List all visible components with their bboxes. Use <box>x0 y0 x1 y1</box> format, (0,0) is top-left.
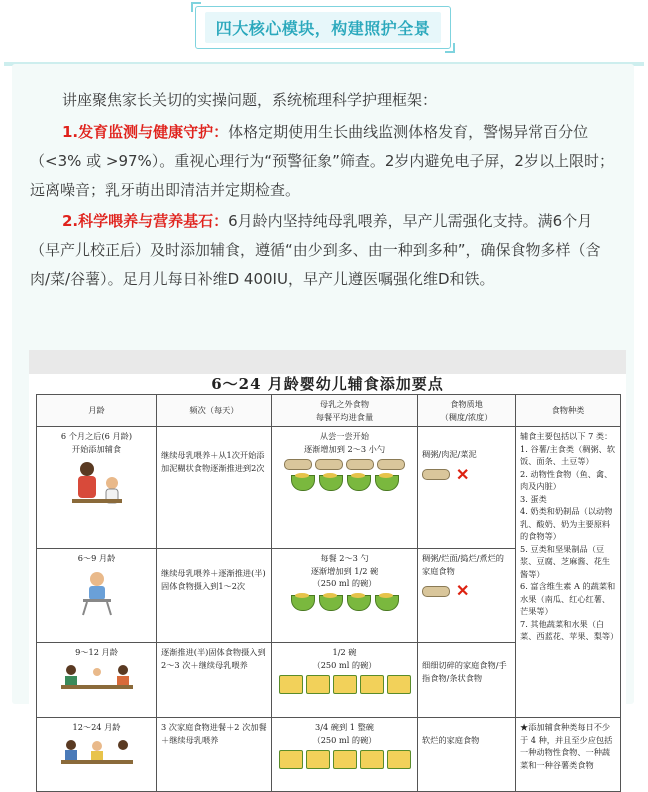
bowl-row <box>276 595 413 611</box>
age-cell <box>37 718 157 792</box>
column-header: 食物质地 （稠度/浓度） <box>418 395 516 427</box>
mother-child-illustration <box>62 459 132 511</box>
texture-label: 稠粥/烂面/捣烂/煮烂的家庭食物 <box>422 553 504 576</box>
frequency-cell: 3 次家庭食物进餐＋2 次加餐＋继续母乳喂养 <box>157 718 272 792</box>
age-cell <box>37 549 157 643</box>
amount-label: 3/4 碗到 1 整碗 （250 ml 的碗） <box>312 722 377 745</box>
texture-cell <box>418 427 516 549</box>
texture-cell: 软烂的家庭食物 <box>418 718 516 792</box>
amount-label: 每餐 2～3 勺 逐渐增加到 1/2 碗 （250 ml 的碗） <box>310 553 379 588</box>
age-label: 12～24 月龄 <box>72 722 121 732</box>
note-cell: ★添加辅食种类每日不少于 4 种，并且至少应包括一种动物性食物、一种蔬菜和一种谷薯类食物 <box>516 718 621 792</box>
spoon-comparison <box>422 464 511 484</box>
spoon-row <box>276 459 413 470</box>
section-heading: 2.科学喂养与营养基石： <box>62 212 229 230</box>
age-label: 9～12 月龄 <box>75 647 118 657</box>
amount-cell <box>272 549 418 643</box>
texture-cell <box>418 549 516 643</box>
table-row <box>37 718 621 792</box>
amount-cell <box>272 718 418 792</box>
frequency-cell: 继续母乳喂养＋从1次开始添加泥糊状食物逐渐推进到2次 <box>157 427 272 549</box>
age-label: 6～9 月龄 <box>77 553 116 563</box>
corner-decoration <box>445 43 455 53</box>
section-body: 体格定期使用生长曲线监测体格发育，警惕异常百分位（<3% 或 >97%）。重视心理行为“预警征象”筛查。2岁内避免电子屏，2岁以上限时；远离噪音；乳牙萌出即清洁并定期检查。 <box>30 123 614 199</box>
section-heading: 1.发育监测与健康守护： <box>62 123 229 141</box>
intro-paragraph: 讲座聚焦家长关切的实操问题，系统梳理科学护理框架： <box>62 91 438 109</box>
texture-label: 稠粥/肉泥/菜泥 <box>422 449 477 459</box>
age-label: 6 个月之后(6 月龄) 开始添加辅食 <box>60 431 133 454</box>
corner-decoration <box>191 2 201 12</box>
amount-cell <box>272 643 418 718</box>
feeding-guide-image <box>29 350 626 770</box>
age-cell <box>37 427 157 549</box>
column-header: 月龄 <box>37 395 157 427</box>
cross-icon: ✕ <box>456 464 470 484</box>
section-paragraph <box>30 207 620 294</box>
table-row <box>37 427 621 549</box>
section-body: 6月龄内坚持纯母乳喂养，早产儿需强化支持。满6个月（早产儿校正后）及时添加辅食，遵循“由少到多、由一种到多种”，确保食物多样（含肉/菜/谷薯）。足月儿每日补维D 400IU，早产儿遵医嘱强化维D和铁。 <box>30 212 601 288</box>
texture-cell: 细细切碎的家庭食物/手指食物/条状食物 <box>418 643 516 718</box>
column-header: 母乳之外食物 每餐平均进食量 <box>272 395 418 427</box>
amount-cell <box>272 427 418 549</box>
family-table-illustration <box>57 663 137 693</box>
table-header-row <box>37 395 621 427</box>
amount-label: 从尝一尝开始 逐渐增加到 2～3 小勺 <box>303 431 386 454</box>
feeding-table <box>36 394 621 792</box>
frequency-cell: 逐渐推进(半)固体食物摄入到 2～3 次＋继续母乳喂养 <box>157 643 272 718</box>
bowl-row <box>276 475 413 491</box>
high-chair-illustration <box>67 569 127 615</box>
header-badge <box>195 6 451 49</box>
image-top-band <box>29 350 626 374</box>
spoon-comparison <box>422 581 511 600</box>
food-box-row <box>276 675 413 694</box>
column-header: 食物种类 <box>516 395 621 427</box>
figure-title: 6～24 月龄婴幼儿辅食添加要点 <box>211 375 444 393</box>
section-title: 四大核心模块，构建照护全景 <box>205 12 441 43</box>
food-box-row <box>276 750 413 769</box>
column-header: 频次（每天） <box>157 395 272 427</box>
frequency-cell: 继续母乳喂养＋逐渐推进(半)固体食物摄入到1～2次 <box>157 549 272 643</box>
cross-icon: ✕ <box>456 581 470 600</box>
section-paragraph <box>30 118 620 205</box>
food-types-cell: 辅食主要包括以下 7 类： 1. 谷薯/主食类（稠粥、软饭、面条、土豆等） 2. 动物性食物（鱼、禽、肉及内脏） 3. 蛋类 4. 奶类和奶制品（以动物乳、酸奶、奶为主要原料的食物等） 5. 豆类和坚果制品（豆浆、豆腐、芝麻酱、花生酱等） 6. 富含维生素 A 的蔬菜和水果（南瓜、红心红薯、芒果等） 7. 其他蔬菜和水果（白菜、西蓝花、苹果、梨等） <box>516 427 621 718</box>
toddler-meal-illustration <box>57 738 137 766</box>
section-header <box>0 6 648 54</box>
age-cell <box>37 643 157 718</box>
amount-label: 1/2 碗 （250 ml 的碗） <box>312 647 377 670</box>
